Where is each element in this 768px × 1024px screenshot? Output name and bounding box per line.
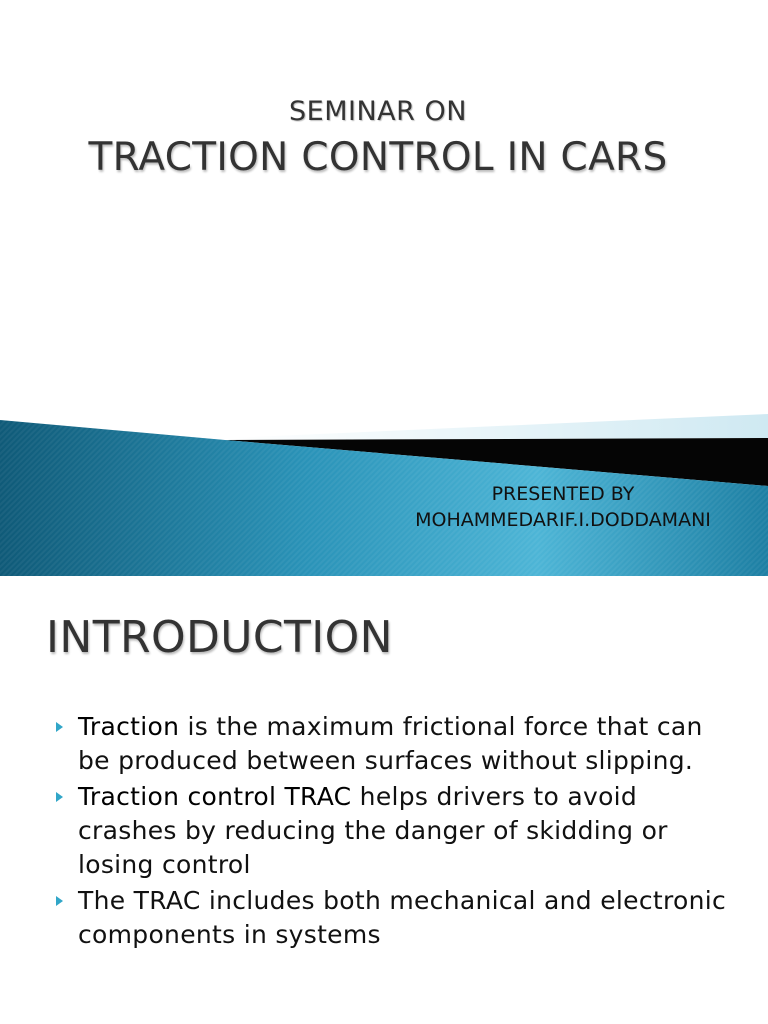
bullet-term: Traction control TRAC bbox=[78, 782, 352, 811]
presented-by-label: PRESENTED BY bbox=[491, 483, 635, 505]
list-item bbox=[52, 780, 742, 882]
bullet-list bbox=[52, 710, 742, 954]
list-item bbox=[52, 884, 742, 952]
introduction-slide bbox=[0, 576, 768, 1024]
intro-heading: INTRODUCTION bbox=[46, 612, 393, 663]
presenter-name: MOHAMMEDARIF.I.DODDAMANI bbox=[415, 509, 711, 531]
triangle-bullet-icon bbox=[56, 792, 63, 802]
triangle-bullet-icon bbox=[56, 722, 63, 732]
seminar-label: SEMINAR ON bbox=[289, 96, 467, 127]
bullet-text: is the maximum frictional force that can be produced between surfaces without slipping. bbox=[78, 712, 703, 775]
bullet-text: The TRAC includes both mechanical and electronic components in systems bbox=[78, 886, 727, 949]
bullet-text: helps drivers to avoid crashes by reducing the danger of skidding or losing control bbox=[78, 782, 668, 879]
slide-title: TRACTION CONTROL IN CARS bbox=[88, 135, 668, 180]
triangle-bullet-icon bbox=[56, 896, 63, 906]
bullet-term: Traction bbox=[78, 712, 180, 741]
list-item bbox=[52, 710, 742, 778]
band-pale-sweep bbox=[230, 414, 768, 440]
